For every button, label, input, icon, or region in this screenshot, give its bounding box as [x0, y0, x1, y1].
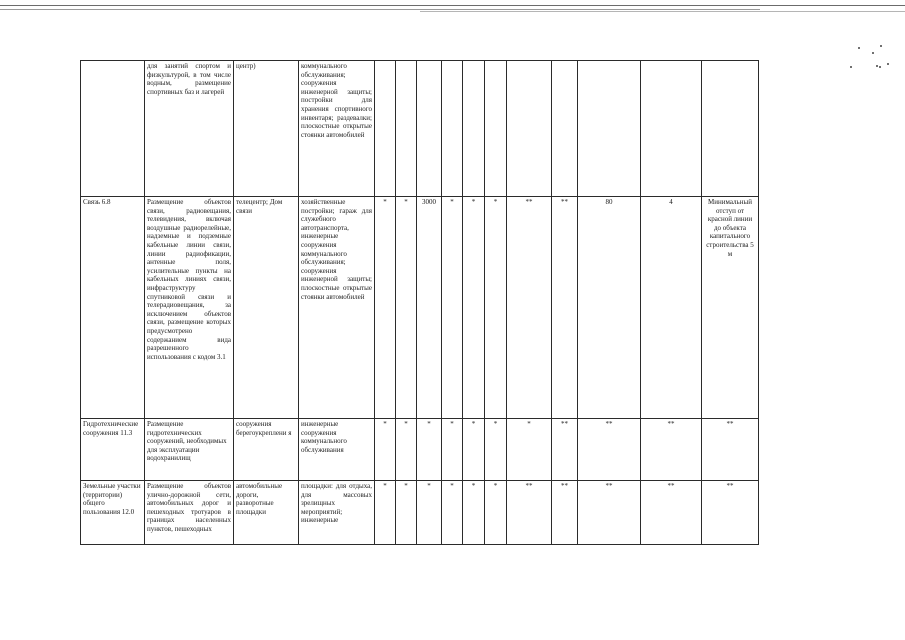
cell-param-7: ** — [507, 197, 552, 419]
cell-param-3: * — [417, 481, 442, 545]
cell-param-8: ** — [552, 197, 578, 419]
table-row — [81, 61, 759, 197]
cell-param-4: * — [442, 419, 463, 481]
table-row — [81, 419, 759, 481]
cell-param-10: 4 — [641, 197, 702, 419]
scan-speck — [887, 63, 889, 65]
cell-param-1 — [375, 61, 396, 197]
cell-param-1: * — [375, 481, 396, 545]
cell-param-8: ** — [552, 481, 578, 545]
cell-auxiliary-use: коммунального обслуживания; сооружения инженерной защиты; постройки для хранения спортивного инвентаря; раздевалки; плоскостные открытые стоянки автомобилей — [299, 61, 375, 197]
scan-speck — [879, 66, 881, 68]
cell-auxiliary-use: инженерные сооружения коммунального обслуживания — [299, 419, 375, 481]
cell-param-9 — [578, 61, 641, 197]
cell-param-5: * — [463, 197, 485, 419]
cell-conditional-use: сооружения берегоукреплени я — [234, 419, 299, 481]
cell-conditional-use: центр) — [234, 61, 299, 197]
cell-note: Минимальный отступ от красной линии до объекта капитального строительства 5 м — [702, 197, 759, 419]
page-top-border-tertiary — [420, 11, 905, 12]
scan-speck — [872, 52, 874, 54]
cell-auxiliary-use: площадки: для отдыха, для массовых зрелищных мероприятий; инженерные — [299, 481, 375, 545]
cell-note: ** — [702, 419, 759, 481]
cell-param-10 — [641, 61, 702, 197]
cell-param-9: 80 — [578, 197, 641, 419]
cell-param-7: * — [507, 419, 552, 481]
cell-param-8 — [552, 61, 578, 197]
cell-param-4: * — [442, 197, 463, 419]
cell-note: ** — [702, 481, 759, 545]
cell-use-description: Размещение объектов улично-дорожной сети, автомобильных дорог и пешеходных тротуаров в границах населенных пунктов, пешеходных — [145, 481, 234, 545]
cell-param-2 — [396, 61, 417, 197]
cell-param-7 — [507, 61, 552, 197]
cell-note — [702, 61, 759, 197]
cell-param-10: ** — [641, 481, 702, 545]
cell-param-3 — [417, 61, 442, 197]
cell-use-name — [81, 61, 145, 197]
cell-param-9: ** — [578, 419, 641, 481]
cell-use-name: Земельные участки (территории) общего пользования 12.0 — [81, 481, 145, 545]
cell-use-description: Размещение объектов связи, радиовещания, телевидения, включая воздушные радиорелейные, надземные и подземные кабельные линии связи, линии радиофикации, антенные поля, усилительные пункты на кабельных линиях связи, инфраструктуру спутниковой связи и телерадиовещания, за исключением объектов связи, размещение которых предусмотрено содержанием вида разрешенного использования с кодом 3.1 — [145, 197, 234, 419]
cell-param-1: * — [375, 197, 396, 419]
cell-conditional-use: автомобильные дороги, разворотные площадки — [234, 481, 299, 545]
cell-conditional-use: телецентр; Дом связи — [234, 197, 299, 419]
cell-param-10: ** — [641, 419, 702, 481]
zoning-regulations-table — [80, 60, 759, 545]
cell-param-1: * — [375, 419, 396, 481]
cell-param-2: * — [396, 481, 417, 545]
cell-param-5: * — [463, 481, 485, 545]
cell-param-6: * — [485, 419, 507, 481]
cell-param-6: * — [485, 197, 507, 419]
cell-use-description: Размещение гидротехнических сооружений, необходимых для эксплуатации водохранилищ — [145, 419, 234, 481]
cell-param-6: * — [485, 481, 507, 545]
cell-param-2: * — [396, 419, 417, 481]
scan-speck — [880, 45, 882, 47]
page-top-border — [0, 5, 905, 6]
cell-auxiliary-use: хозяйственные постройки; гараж для служебного автотранспорта, инженерные сооружения коммунального обслуживания; сооружения инженерной защиты; плоскостные открытые стоянки автомобилей — [299, 197, 375, 419]
cell-param-9: ** — [578, 481, 641, 545]
page-top-border-secondary — [0, 9, 760, 10]
scan-speck — [850, 66, 852, 68]
cell-use-name: Гидротехнические сооружения 11.3 — [81, 419, 145, 481]
cell-param-7: ** — [507, 481, 552, 545]
cell-param-5 — [463, 61, 485, 197]
cell-param-4 — [442, 61, 463, 197]
cell-param-3: 3000 — [417, 197, 442, 419]
scan-speck — [858, 47, 860, 49]
scan-speck — [876, 65, 878, 67]
cell-use-description: для занятий спортом и физкультурой, в том числе водным, размещение спортивных баз и лагерей — [145, 61, 234, 197]
table-row — [81, 197, 759, 419]
cell-param-3: * — [417, 419, 442, 481]
cell-use-name: Связь 6.8 — [81, 197, 145, 419]
table-row — [81, 481, 759, 545]
cell-param-5: * — [463, 419, 485, 481]
cell-param-4: * — [442, 481, 463, 545]
cell-param-8: ** — [552, 419, 578, 481]
cell-param-6 — [485, 61, 507, 197]
cell-param-2: * — [396, 197, 417, 419]
